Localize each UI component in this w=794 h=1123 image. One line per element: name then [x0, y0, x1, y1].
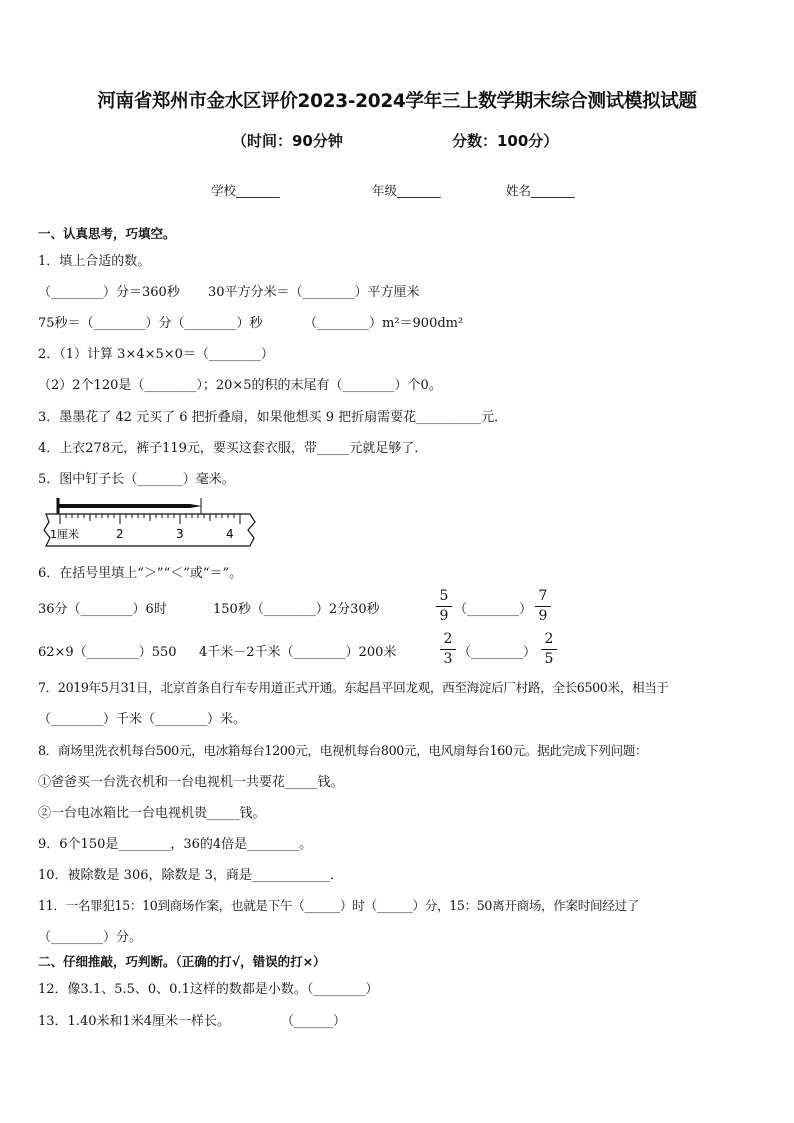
fraction-bar	[535, 606, 551, 607]
question-7-line-1: 7．2019年5月31日，北京首条自行车专用道正式开通。东起昌平回龙观，西至海淀后厂村路，全长6500米，相当于	[38, 680, 669, 695]
denominator: 9	[439, 608, 449, 624]
denominator: 9	[538, 608, 548, 624]
question-2-part-1: 2．（1）计算 3×4×5×0＝（________）	[38, 347, 274, 362]
question-1: 1．填上合适的数。	[38, 254, 151, 269]
fraction-2-3	[440, 631, 456, 668]
denominator: 3	[443, 651, 453, 667]
nail-shaft	[59, 504, 202, 508]
q6-item-a: 36分（________）6时	[38, 602, 167, 617]
question-8: 8．商场里洗衣机每台500元，电冰箱每台1200元，电视机每台800元，电风扇每台160元。据此完成下列问题：	[38, 743, 648, 758]
question-9: 9．6个150是________，36的4倍是________。	[38, 837, 313, 852]
q6-item-d: 4千米－2千米（________）200米	[199, 645, 397, 660]
fraction-bar	[440, 649, 456, 650]
school-field: 学校_______	[211, 183, 280, 198]
question-2-part-2: （2）2个120是（________）；20×5的积的末尾有（________）个0。	[38, 378, 442, 393]
question-10: 10．被除数是 306，除数是 3，商是____________．	[38, 868, 343, 883]
page-title: 河南省郑州市金水区评价2023-2024学年三上数学期末综合测试模拟试题	[97, 91, 697, 112]
numerator: 2	[443, 631, 453, 647]
name-field: 姓名_______	[506, 183, 575, 198]
numerator: 2	[544, 631, 554, 647]
question-3: 3．墨墨花了 42 元买了 6 把折叠扇，如果他想买 9 把折扇需要花__________元．	[38, 410, 508, 425]
q6-item-c: 62×9（________）550	[38, 645, 177, 660]
question-4: 4．上衣278元，裤子119元，要买这套衣服，带_____元就足够了．	[38, 441, 428, 456]
fraction-5-9	[436, 588, 452, 625]
numerator: 7	[538, 588, 548, 604]
q1-item-c: 75秒＝（________）分（________）秒	[38, 316, 263, 331]
question-8-part-1: ①爸爸买一台洗衣机和一台电视机一共要花_____钱。	[38, 775, 344, 790]
q1-item-d: （________）m²＝900dm²	[304, 316, 464, 331]
question-5: 5．图中钉子长（_______）毫米。	[38, 472, 235, 487]
fraction-2-5	[541, 631, 557, 668]
ruler-label-1: 1厘米	[50, 528, 79, 541]
question-12: 12．像3.1、5.5、0、0.1这样的数都是小数。（________）	[38, 982, 379, 997]
ruler-figure	[40, 494, 260, 550]
question-6: 6．在括号里填上“＞”“＜”或“＝”。	[38, 566, 243, 581]
question-13-blank: （______）	[281, 1014, 347, 1029]
q6-item-f-blank: （________）	[458, 645, 537, 660]
question-11-line-1: 11．一名罪犯15：10到商场作案，也就是下午（______）时（______）分，15：50离开商场，作案时间经过了	[38, 898, 640, 913]
fraction-bar	[436, 606, 452, 607]
q1-item-b: 30平方分米＝（________）平方厘米	[208, 285, 420, 300]
section-1-heading: 一、认真思考，巧填空。	[38, 226, 176, 241]
question-13: 13．1.40米和1米4厘米一样长。	[38, 1014, 231, 1029]
question-7-line-2: （________）千米（________）米。	[38, 712, 247, 727]
grade-field: 年级_______	[372, 183, 441, 198]
numerator: 5	[439, 588, 449, 604]
exam-time: （时间：90分钟	[232, 132, 343, 150]
ruler-label-2: 2	[116, 527, 124, 541]
exam-score: 分数：100分）	[452, 132, 559, 150]
ruler-label-4: 4	[226, 527, 234, 541]
q6-item-e-blank: （________）	[454, 602, 533, 617]
q6-item-b: 150秒（________）2分30秒	[213, 602, 380, 617]
fraction-7-9	[535, 588, 551, 625]
question-8-part-2: ②一台电冰箱比一台电视机贵_____钱。	[38, 806, 266, 821]
ruler-label-3: 3	[176, 527, 184, 541]
section-2-heading: 二、仔细推敲，巧判断。（正确的打√，错误的打×）	[38, 954, 326, 969]
q1-item-a: （________）分＝360秒	[38, 285, 180, 300]
fraction-bar	[541, 649, 557, 650]
question-11-line-2: （________）分。	[38, 930, 143, 945]
denominator: 5	[544, 651, 554, 667]
